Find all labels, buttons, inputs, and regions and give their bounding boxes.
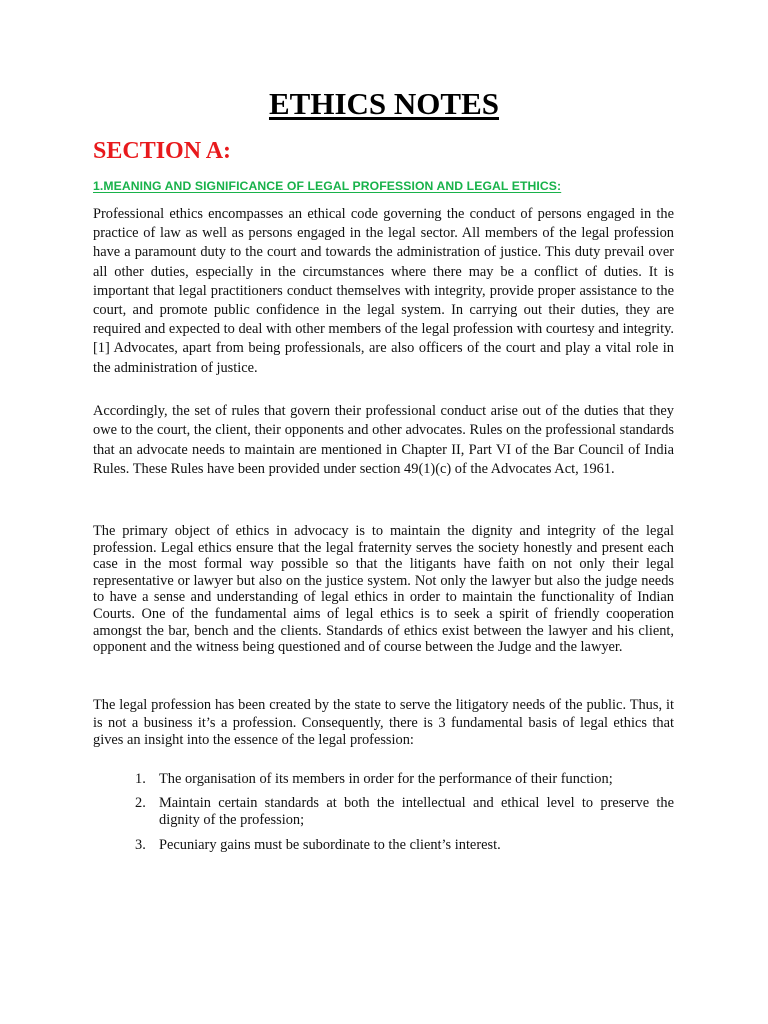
paragraph-4: The legal profession has been created by the state to serve the litigatory needs of the public. Thus, it is not a business it’s a profession. Consequently, there is 3 fundamental basis of legal ethics that gives an insight into the essence of the legal profession: <box>93 697 674 749</box>
list-item-number: 2. <box>135 795 146 812</box>
list-item-text: The organisation of its members in order for the performance of their function; <box>159 771 613 787</box>
paragraph-2: Accordingly, the set of rules that govern their professional conduct arise out of the duties that they owe to the court, the client, their opponents and other advocates. Rules on the professional standards that an advocate needs to maintain are mentioned in Chapter II, Part VI of the Bar Council of India Rules. These Rules have been provided under section 49(1)(c) of the Advocates Act, 1961. <box>93 403 674 477</box>
basis-list <box>93 771 674 864</box>
subheading: 1.MEANING AND SIGNIFICANCE OF LEGAL PROFESSION AND LEGAL ETHICS: <box>93 179 562 193</box>
list-item-number: 3. <box>135 837 146 854</box>
document-title: ETHICS NOTES <box>268 86 499 121</box>
list-item-number: 1. <box>135 771 146 787</box>
list-item-text: Pecuniary gains must be subordinate to the client’s interest. <box>159 837 501 854</box>
section-heading: SECTION A: <box>93 138 232 164</box>
list-item-text: Maintain certain standards at both the intellectual and ethical level to preserve the dignity of the profession; <box>159 795 674 828</box>
paragraph-1: Professional ethics encompasses an ethical code governing the conduct of persons engaged in the practice of law as well as persons engaged in the legal sector. All members of the legal profession have a paramount duty to the court and towards the administration of justice. This duty prevail over all other duties, especially in the circumstances where there may be a conflict of duties. It is important that legal practitioners conduct themselves with integrity, provide proper assistance to the court, and promote public confidence in the legal system. In carrying out their duties, they are required and expected to deal with other members of the legal profession with courtesy and integrity.[1] Advocates, apart from being professionals, are also officers of the court and play a vital role in the administration of justice. <box>93 206 674 376</box>
list-item <box>93 795 674 828</box>
list-item <box>93 837 674 853</box>
list-item <box>93 771 674 787</box>
paragraph-3: The primary object of ethics in advocacy is to maintain the dignity and integrity of the legal profession. Legal ethics ensure that the legal fraternity serves the society honestly and present each case in the most formal way possible so that the litigants have faith on not only their legal representative or lawyer but also on the justice system. Not only the lawyer but also the judge needs to have a sense and understanding of legal ethics in order to maintain the functionality of Indian Courts. One of the fundamental aims of legal ethics is to seek a spirit of friendly cooperation amongst the bar, bench and the clients. Standards of ethics exist between the lawyer and his client, opponent and the witness being questioned and of course between the Judge and the lawyer. <box>93 523 674 656</box>
